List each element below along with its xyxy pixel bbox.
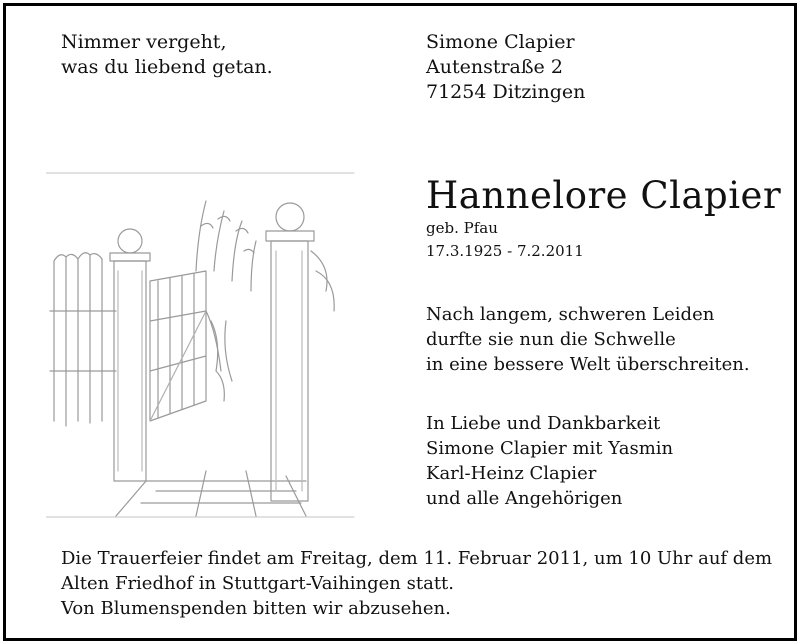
garden-gate-sketch-icon	[46, 171, 356, 519]
address-name: Simone Clapier	[426, 31, 575, 53]
address-street: Autenstraße 2	[426, 56, 563, 78]
deceased-name: Hannelore Clapier	[426, 174, 782, 217]
mourners-block	[426, 411, 673, 511]
funeral-service-info	[61, 546, 772, 621]
memorial-text-line: durfte sie nun die Schwelle	[426, 329, 676, 350]
service-line: Alten Friedhof in Stuttgart-Vaihingen statt.	[61, 573, 455, 594]
address-city: 71254 Ditzingen	[426, 81, 586, 103]
mourners-line: und alle Angehörigen	[426, 488, 623, 509]
life-dates: 17.3.1925 - 7.2.2011	[426, 242, 584, 260]
service-line: Von Blumenspenden bitten wir abzusehen.	[61, 598, 451, 619]
service-line: Die Trauerfeier findet am Freitag, dem 11. Februar 2011, um 10 Uhr auf dem	[61, 548, 773, 569]
motto-line: was du liebend getan.	[61, 56, 273, 78]
maiden-name: geb. Pfau	[426, 219, 498, 237]
address-block	[426, 30, 585, 105]
mourners-line: In Liebe und Dankbarkeit	[426, 413, 661, 434]
motto-line: Nimmer vergeht,	[61, 31, 227, 53]
memorial-text-line: Nach langem, schweren Leiden	[426, 304, 715, 325]
motto	[61, 30, 273, 80]
mourners-line: Karl-Heinz Clapier	[426, 463, 597, 484]
mourners-line: Simone Clapier mit Yasmin	[426, 438, 674, 459]
memorial-text-line: in eine bessere Welt überschreiten.	[426, 354, 750, 375]
memorial-text	[426, 302, 750, 377]
obituary-notice	[3, 3, 797, 641]
